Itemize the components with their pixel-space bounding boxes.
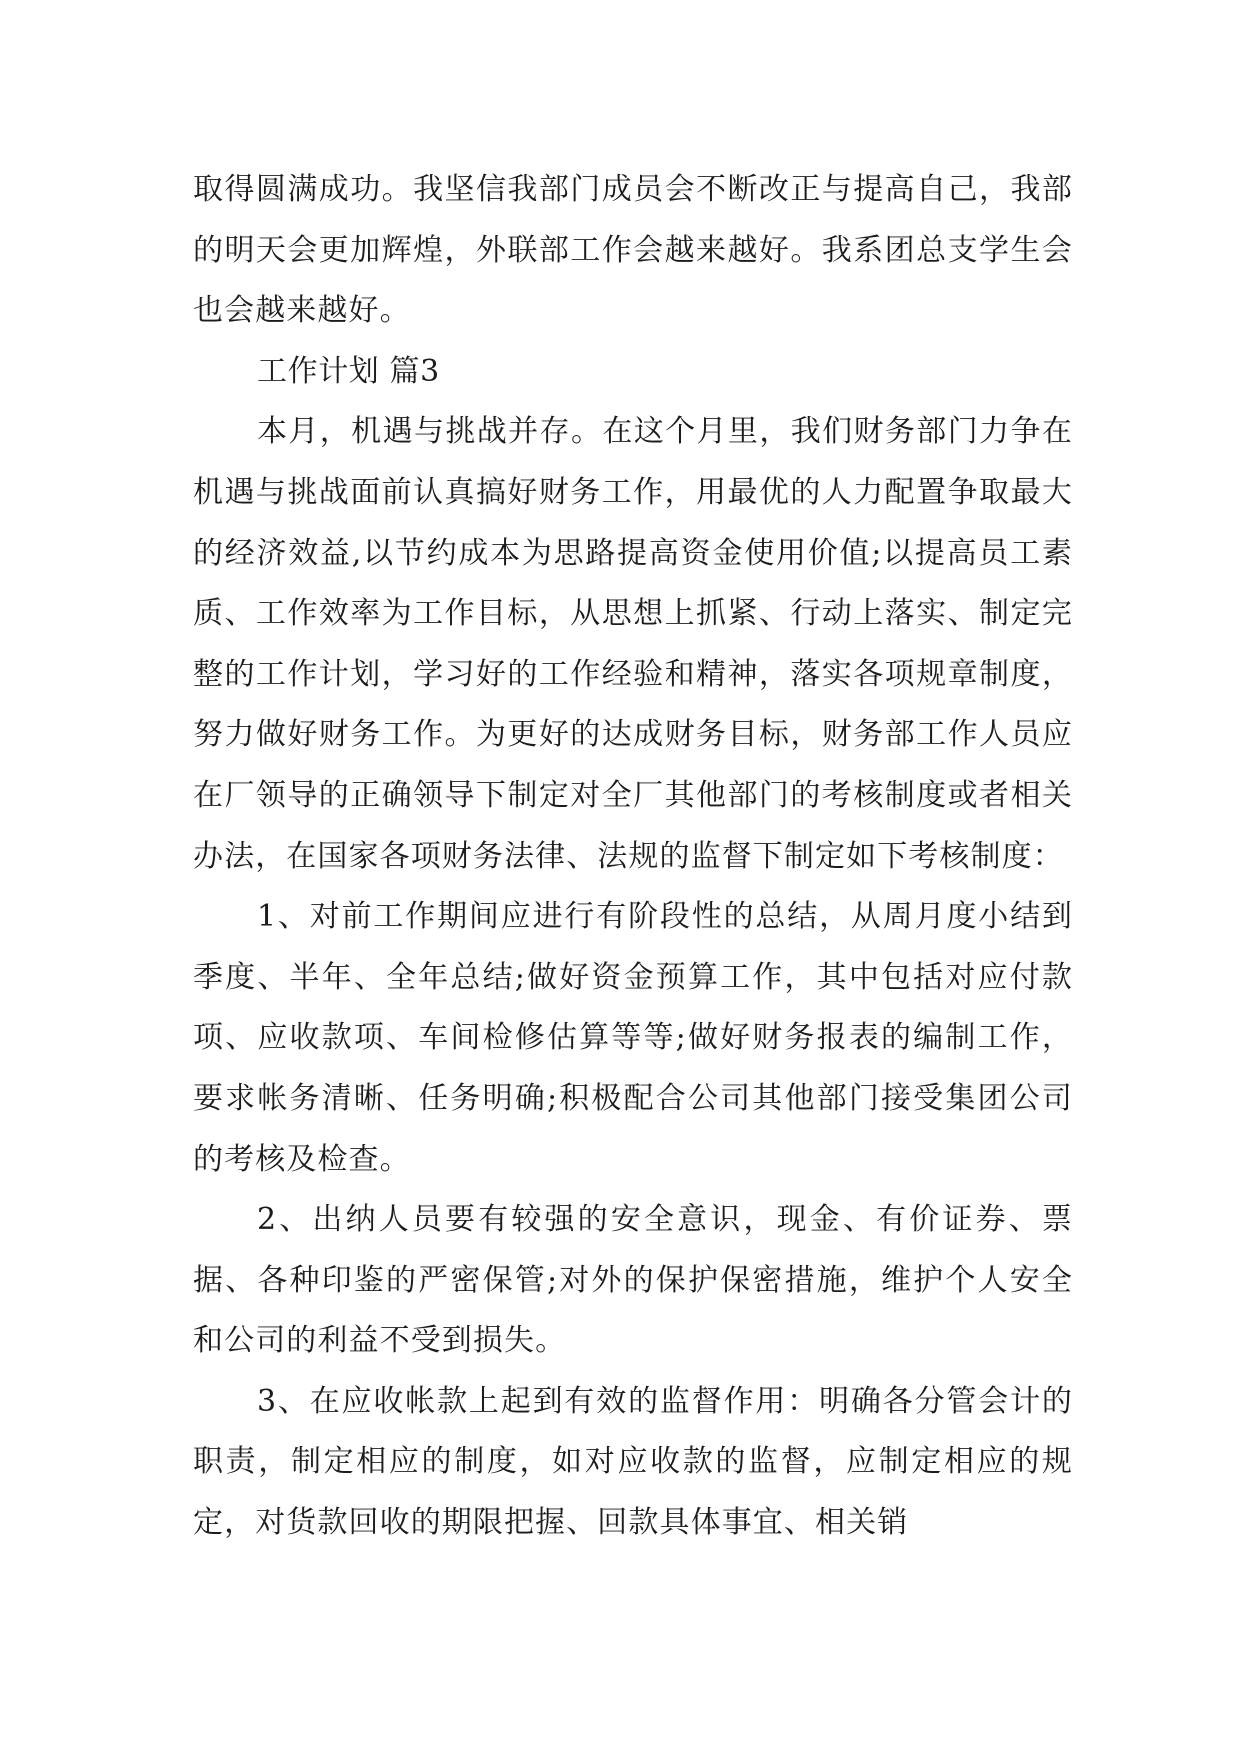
paragraph-intro: 本月，机遇与挑战并存。在这个月里，我们财务部门力争在机遇与挑战面前认真搞好财务工作，用最优的人力配置争取最大的经济效益,以节约成本为思路提高资金使用价值;以提高员工素质、工作效率为工作目标，从思想上抓紧、行动上落实、制定完整的工作计划，学习好的工作经验和精神，落实各项规章制度，努力做好财务工作。为更好的达成财务目标，财务部工作人员应在厂领导的正确领导下制定对全厂其他部门的考核制度或者相关办法，在国家各项财务法律、法规的监督下制定如下考核制度：: [193, 414, 1073, 874]
paragraph-item-3: 3、在应收帐款上起到有效的监督作用：明确各分管会计的职责，制定相应的制度，如对应收款的监督，应制定相应的规定，对货款回收的期限把握、回款具体事宜、相关销: [193, 1383, 1073, 1541]
paragraph-item-1: 1、对前工作期间应进行有阶段性的总结，从周月度小结到季度、半年、全年总结;做好资金预算工作，其中包括对应付款项、应收款项、车间检修估算等等;做好财务报表的编制工作，要求帐务清晰、任务明确;积极配合公司其他部门接受集团公司的考核及检查。: [193, 899, 1073, 1177]
paragraph-continuation: 取得圆满成功。我坚信我部门成员会不断改正与提高自己，我部的明天会更加辉煌，外联部工作会越来越好。我系团总支学生会也会越来越好。: [193, 172, 1073, 329]
section-heading: 工作计划 篇3: [257, 353, 440, 389]
paragraph-item-2: 2、出纳人员要有较强的安全意识，现金、有价证券、票据、各种印鉴的严密保管;对外的保护保密措施，维护个人安全和公司的利益不受到损失。: [193, 1202, 1073, 1359]
document-body: [193, 160, 1073, 1554]
